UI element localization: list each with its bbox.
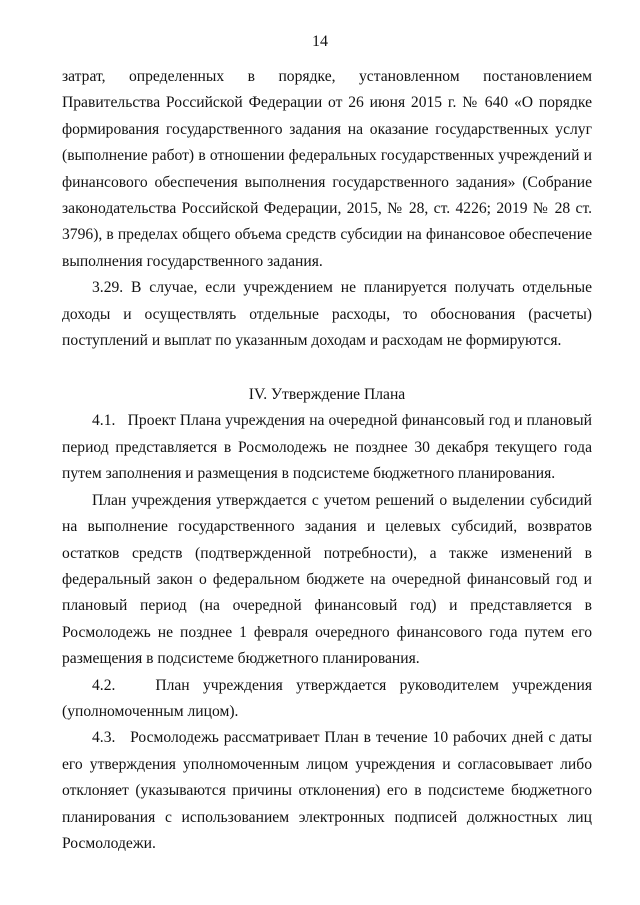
paragraph-plan-approval: План учреждения утверждается с учетом решений о выделении субсидий на выполнение государственного задания и целевых субсидий, возвратов остатков средств (подтвержденной потребности), а также изменений в федеральный закон о федеральном бюджете на очередной финансовый год и плановый период (на очередной финансовый год) и представляется в Росмолодежь не позднее 1 февраля очередного финансового года путем его размещения в подсистеме бюджетного планирования.	[62, 491, 592, 668]
paragraph-continuation: затрат, определенных в порядке, установленном постановлением Правительства Российской Федерации от 26 июня 2015 г. № 640 «О порядке формирования государственного задания на оказание государственных услуг (выполнение работ) в отношении федеральных государственных учреждений и финансового обеспечения выполнения государственного задания» (Собрание законодательства Российской Федерации, 2015, № 28, ст. 4226; 2019 № 28 ст. 3796), в пределах общего объема средств субсидии на финансовое обеспечение выполнения государственного задания.	[62, 68, 592, 270]
page-number: 14	[312, 33, 328, 50]
paragraph-4-3: 4.3. Росмолодежь рассматривает План в течение 10 рабочих дней с даты его утверждения уполномоченным лицом учреждения и согласовывает либо отклоняет (указываются причины отклонения) его в подсистеме бюджетного планирования с использованием электронных подписей должностных лиц Росмолодежи.	[62, 729, 592, 852]
paragraph-4-1: 4.1. Проект Плана учреждения на очередной финансовый год и плановый период представляется в Росмолодежь не позднее 30 декабря текущего года путем заполнения и размещения в подсистеме бюджетного планирования.	[62, 412, 592, 483]
paragraph-4-2: 4.2. План учреждения утверждается руководителем учреждения (уполномоченным лицом).	[62, 676, 592, 720]
document-body	[62, 64, 592, 857]
section-heading: IV. Утверждение Плана	[248, 386, 406, 404]
paragraph-3-29: 3.29. В случае, если учреждением не планируется получать отдельные доходы и осуществлять отдельные расходы, то обоснования (расчеты) поступлений и выплат по указанным доходам и расходам не формируются.	[62, 279, 592, 350]
